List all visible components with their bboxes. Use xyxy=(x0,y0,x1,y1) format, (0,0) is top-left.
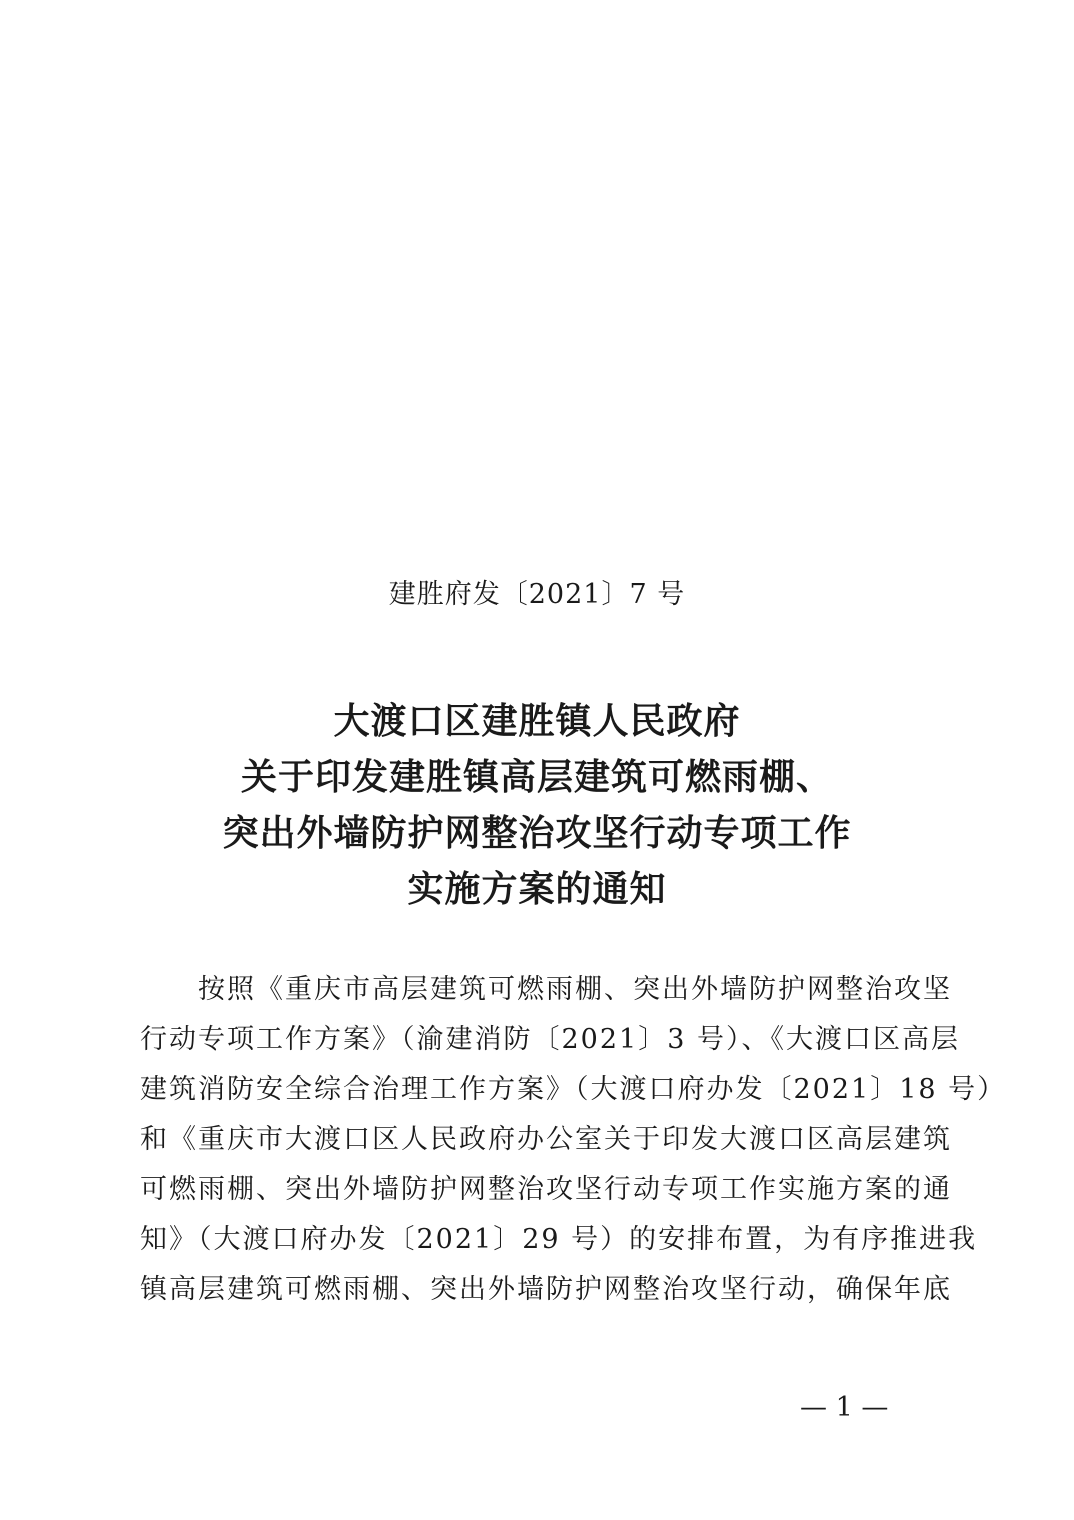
title-line: 大渡口区建胜镇人民政府 xyxy=(333,701,741,742)
body-line: 按照《重庆市高层建筑可燃雨棚、突出外墙防护网整治攻坚 xyxy=(140,974,952,1005)
document-title xyxy=(0,694,1074,918)
body-line: 可燃雨棚、突出外墙防护网整治攻坚行动专项工作实施方案的通 xyxy=(140,1174,952,1205)
document-number: 建胜府发〔2021〕7 号 xyxy=(388,579,686,610)
title-line: 突出外墙防护网整治攻坚行动专项工作 xyxy=(222,813,852,854)
title-line: 实施方案的通知 xyxy=(407,869,667,910)
body-line: 镇高层建筑可燃雨棚、突出外墙防护网整治攻坚行动，确保年底 xyxy=(140,1274,952,1305)
body-line: 建筑消防安全综合治理工作方案》（大渡口府办发〔2021〕18 号） xyxy=(140,1074,1007,1105)
body-line: 和《重庆市大渡口区人民政府办公室关于印发大渡口区高层建筑 xyxy=(140,1124,952,1155)
body-paragraph xyxy=(140,965,1007,1315)
body-line: 行动专项工作方案》（渝建消防〔2021〕3 号）、《大渡口区高层 xyxy=(140,1024,960,1055)
page-number: — 1 — xyxy=(800,1392,889,1423)
body-line: 知》（大渡口府办发〔2021〕29 号）的安排布置，为有序推进我 xyxy=(140,1224,978,1255)
title-line: 关于印发建胜镇高层建筑可燃雨棚、 xyxy=(240,757,833,798)
